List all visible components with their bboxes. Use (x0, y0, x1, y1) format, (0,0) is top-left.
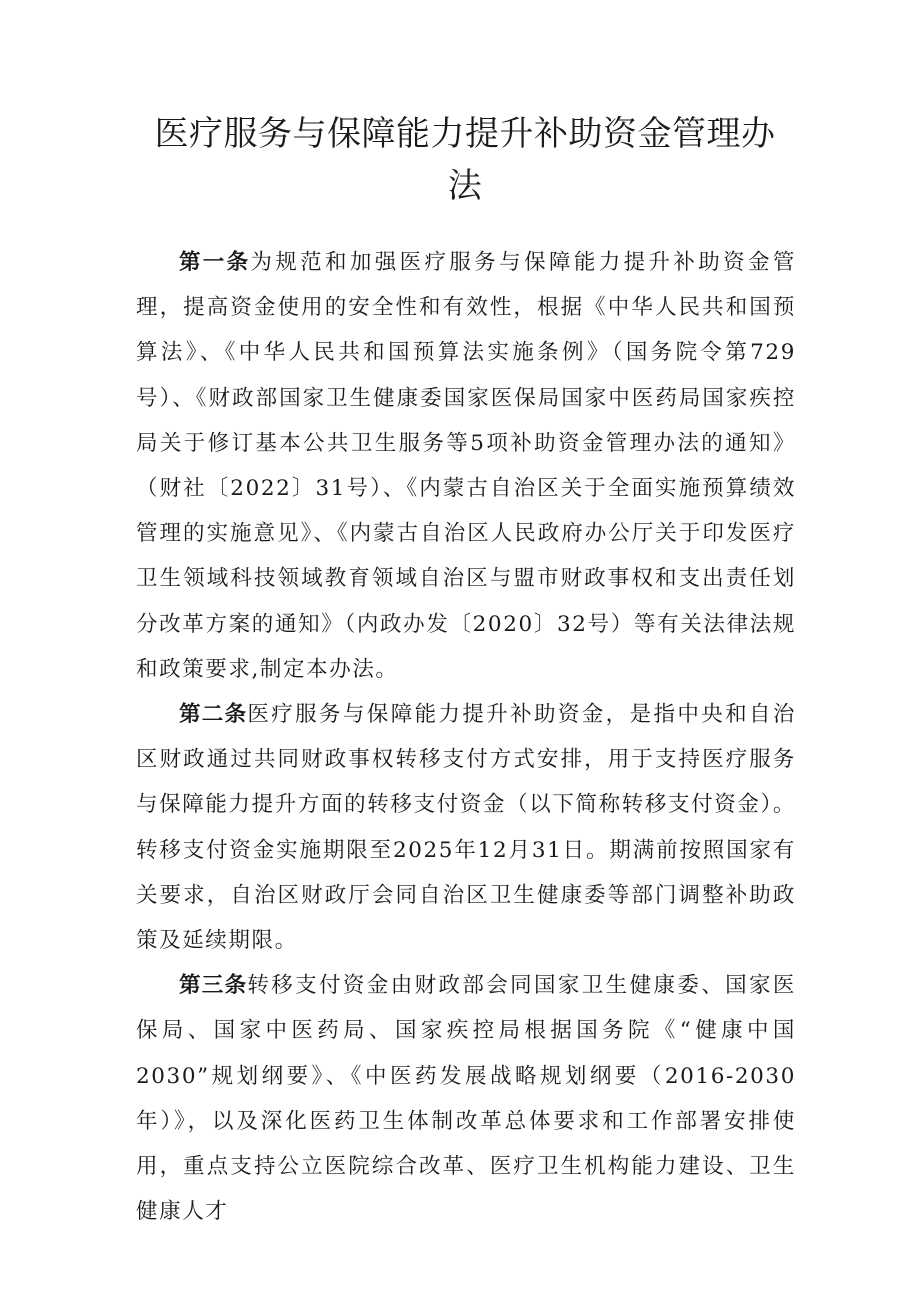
article-2 (136, 692, 796, 963)
article-3-text: 转移支付资金由财政部会同国家卫生健康委、国家医保局、国家中医药局、国家疾控局根据国务院《“健康中国2030”规划纲要》、《中医药发展战略规划纲要（2016-2030年）》，以及深化医药卫生体制改革总体要求和工作部署安排使用，重点支持公立医院综合改革、医疗卫生机构能力建设、卫生健康人才 (136, 973, 796, 1225)
article-3 (136, 963, 796, 1234)
article-1 (136, 240, 796, 692)
article-3-heading: 第三条 (179, 973, 248, 999)
article-1-heading: 第一条 (179, 250, 251, 275)
document-title: 医疗服务与保障能力提升补助资金管理办法 (154, 114, 776, 206)
article-1-text: 为规范和加强医疗服务与保障能力提升补助资金管理，提高资金使用的安全性和有效性，根据《中华人民共和国预算法》、《中华人民共和国预算法实施条例》（国务院令第729号）、《财政部国家卫生健康委国家医保局国家中医药局国家疾控局关于修订基本公共卫生服务等5项补助资金管理办法的通知》（财社〔2022〕31号）、《内蒙古自治区关于全面实施预算绩效管理的实施意见》、《内蒙古自治区人民政府办公厅关于印发医疗卫生领域科技领域教育领域自治区与盟市财政事权和支出责任划分改革方案的通知》（内政办发〔2020〕32号）等有关法律法规和政策要求,制定本办法。 (136, 250, 796, 682)
article-2-text: 医疗服务与保障能力提升补助资金，是指中央和自治区财政通过共同财政事权转移支付方式安排，用于支持医疗服务与保障能力提升方面的转移支付资金（以下简称转移支付资金）。转移支付资金实施期限至2025年12月31日。期满前按照国家有关要求，自治区财政厅会同自治区卫生健康委等部门调整补助政策及延续期限。 (136, 702, 796, 954)
article-2-heading: 第二条 (179, 702, 248, 728)
document-body (136, 240, 796, 1234)
